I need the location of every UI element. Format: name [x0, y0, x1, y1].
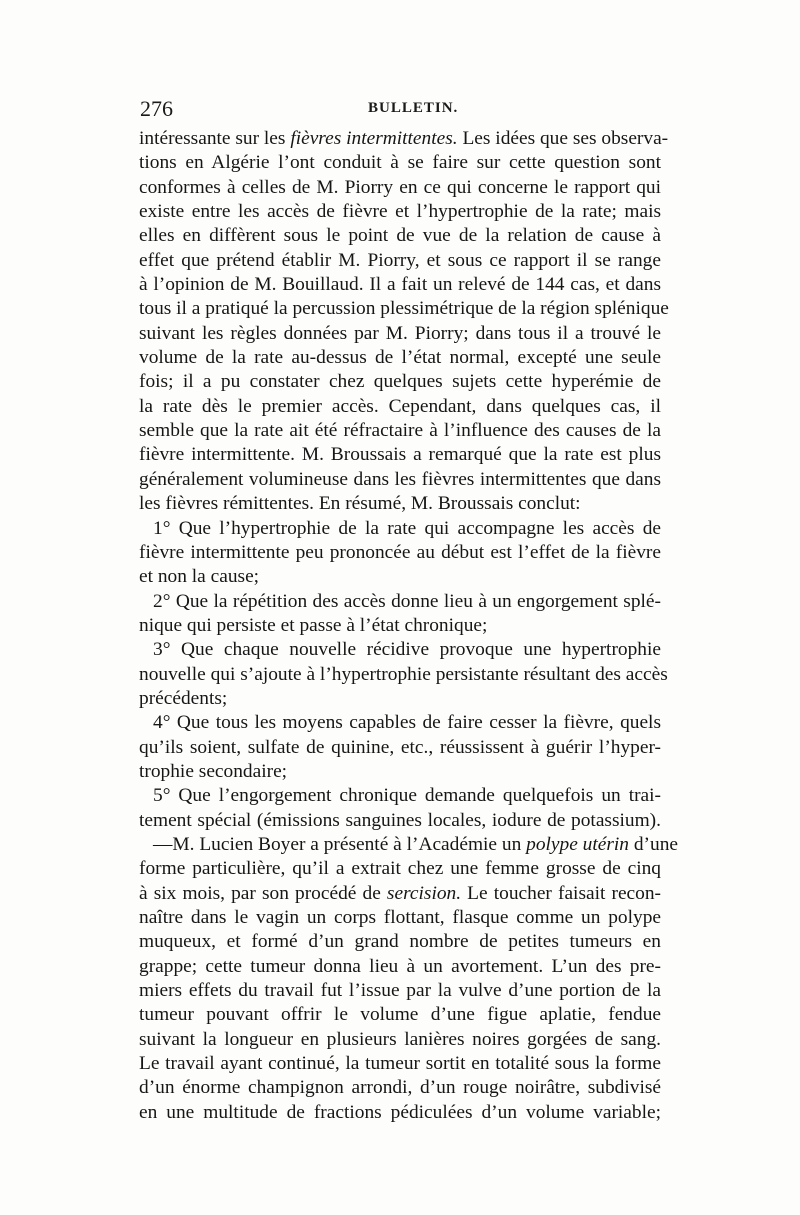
text-line — [139, 151, 661, 175]
text-line — [139, 297, 669, 321]
text-line-segment: à l’opinion de M. Bouillaud. Il a fait un relevé de 144 cas, et dans — [139, 274, 661, 296]
text-line — [139, 784, 661, 808]
text-line-segment: fièvre intermittente peu prononcée au début est l’effet de la fièvre — [139, 541, 661, 563]
text-line-segment: généralement volumineuse dans les fièvres intermittentes que dans — [139, 468, 661, 490]
text-line-segment: tumeur pouvant offrir le volume d’une figue aplatie, fendue — [139, 1004, 661, 1026]
text-line — [139, 541, 661, 565]
text-line-segment: 2° Que la répétition des accès donne lieu à un engorgement splé- — [153, 590, 661, 612]
text-line — [139, 906, 661, 930]
text-line — [139, 443, 661, 467]
text-line — [139, 1003, 661, 1027]
text-line — [139, 638, 661, 662]
text-line — [139, 492, 661, 516]
text-line — [139, 857, 661, 881]
text-line — [139, 833, 678, 857]
text-line — [139, 395, 661, 419]
text-line-segment: effet que prétend établir M. Piorry, et sous ce rapport il se range — [139, 249, 661, 271]
text-line — [139, 930, 661, 954]
text-line-segment: les fièvres rémittentes. En résumé, M. Broussais conclut: — [139, 493, 581, 515]
text-line-segment: Le travail ayant continué, la tumeur sortit en totalité sous la forme — [139, 1053, 661, 1075]
text-line — [139, 468, 661, 492]
text-line-segment: tous il a pratiqué la percussion plessimétrique de la région splénique — [139, 298, 669, 320]
text-line-segment: tement spécial (émissions sanguines locales, iodure de potassium). — [139, 809, 661, 831]
text-line — [139, 590, 661, 614]
text-line-segment: fièvre intermittente. M. Broussais a remarqué que la rate est plus — [139, 444, 661, 466]
italic-term: sercision. — [386, 882, 462, 904]
text-line-segment: tions en Algérie l’ont conduit à se faire sur cette question sont — [139, 152, 661, 174]
page-header — [140, 96, 660, 126]
text-line-segment: elles en diffèrent sous le point de vue de la relation de cause à — [139, 225, 661, 247]
text-line — [139, 882, 661, 906]
running-head: BULLETIN. — [368, 100, 459, 116]
text-line — [139, 1076, 661, 1100]
text-line-segment: Le toucher faisait recon- — [461, 882, 661, 904]
text-line-segment: à six mois, par son procédé de — [139, 882, 387, 904]
text-line-segment: en une multitude de fractions pédiculées d’un volume variable; — [139, 1101, 661, 1123]
text-line-segment: miers effets du travail fut l’issue par la vulve d’une portion de la — [139, 980, 661, 1002]
text-line — [139, 517, 661, 541]
text-line-segment: trophie secondaire; — [139, 760, 288, 782]
text-line-segment: Les idées que ses observa- — [457, 128, 669, 149]
text-line-segment: suivant la longueur en plusieurs lanières noires gorgées de sang. — [139, 1028, 661, 1050]
page-number: 276 — [140, 96, 173, 121]
text-line — [139, 979, 661, 1003]
text-line — [139, 273, 661, 297]
text-line — [139, 1101, 661, 1125]
text-line — [139, 200, 661, 224]
text-line-segment: 3° Que chaque nouvelle récidive provoque une hypertrophie — [153, 639, 661, 661]
text-line — [139, 224, 661, 248]
text-line — [139, 663, 668, 687]
text-line-segment: 1° Que l’hypertrophie de la rate qui accompagne les accès de — [153, 517, 661, 539]
text-line-segment: forme particulière, qu’il a extrait chez une femme grosse de cinq — [139, 858, 661, 880]
text-line — [139, 687, 661, 711]
body-text — [139, 127, 678, 1125]
text-line-segment: la rate dès le premier accès. Cependant, dans quelques cas, il — [139, 395, 661, 417]
text-line — [139, 419, 661, 443]
text-line — [139, 565, 661, 589]
text-line-segment: 4° Que tous les moyens capables de faire cesser la fièvre, quels — [153, 712, 661, 734]
text-line — [139, 614, 661, 638]
italic-term: fièvres intermittentes. — [290, 128, 458, 149]
text-line — [139, 127, 669, 151]
text-line-segment: nouvelle qui s’ajoute à l’hypertrophie persistante résultant des accès — [139, 663, 668, 685]
text-line-segment: grappe; cette tumeur donna lieu à un avortement. L’un des pre- — [139, 955, 661, 977]
text-line-segment: semble que la rate ait été réfractaire à l’influence des causes de la — [139, 420, 661, 442]
text-line-segment: précédents; — [139, 687, 228, 709]
text-line — [139, 249, 661, 273]
text-line-segment: existe entre les accès de fièvre et l’hypertrophie de la rate; mais — [139, 201, 661, 223]
text-line-segment: volume de la rate au-dessus de l’état normal, excepté une seule — [139, 347, 661, 369]
text-line-segment: conformes à celles de M. Piorry en ce qui concerne le rapport qui — [139, 176, 661, 198]
text-line-segment: muqueux, et formé d’un grand nombre de petites tumeurs en — [139, 931, 661, 953]
text-line-segment: qu’ils soient, sulfate de quinine, etc., réussissent à guérir l’hyper- — [139, 736, 661, 758]
text-line-segment: et non la cause; — [139, 566, 260, 588]
text-line — [139, 322, 661, 346]
text-line — [139, 711, 661, 735]
text-line-segment: fois; il a pu constater chez quelques sujets cette hyperémie de — [139, 371, 661, 393]
text-line-segment: d’un énorme champignon arrondi, d’un rouge noirâtre, subdivisé — [139, 1077, 661, 1099]
text-line — [139, 955, 661, 979]
text-line — [139, 1052, 661, 1076]
text-line — [139, 760, 661, 784]
text-line-segment: suivant les règles données par M. Piorry; dans tous il a trouvé le — [139, 322, 661, 344]
text-line-segment: intéressante sur les — [139, 128, 291, 149]
text-line — [139, 176, 661, 200]
text-line — [139, 736, 661, 760]
text-line-segment: nique qui persiste et passe à l’état chronique; — [139, 614, 488, 636]
text-line — [139, 809, 661, 833]
text-line — [139, 346, 661, 370]
text-line-segment: d’une — [629, 833, 678, 855]
text-line — [139, 370, 661, 394]
text-line-segment: naître dans le vagin un corps flottant, flasque comme un polype — [139, 907, 661, 928]
italic-term: polype utérin — [526, 833, 629, 855]
text-line-segment: 5° Que l’engorgement chronique demande quelquefois un trai- — [153, 785, 661, 807]
text-line-segment: —M. Lucien Boyer a présenté à l’Académie un — [153, 833, 527, 855]
text-line — [139, 1028, 661, 1052]
